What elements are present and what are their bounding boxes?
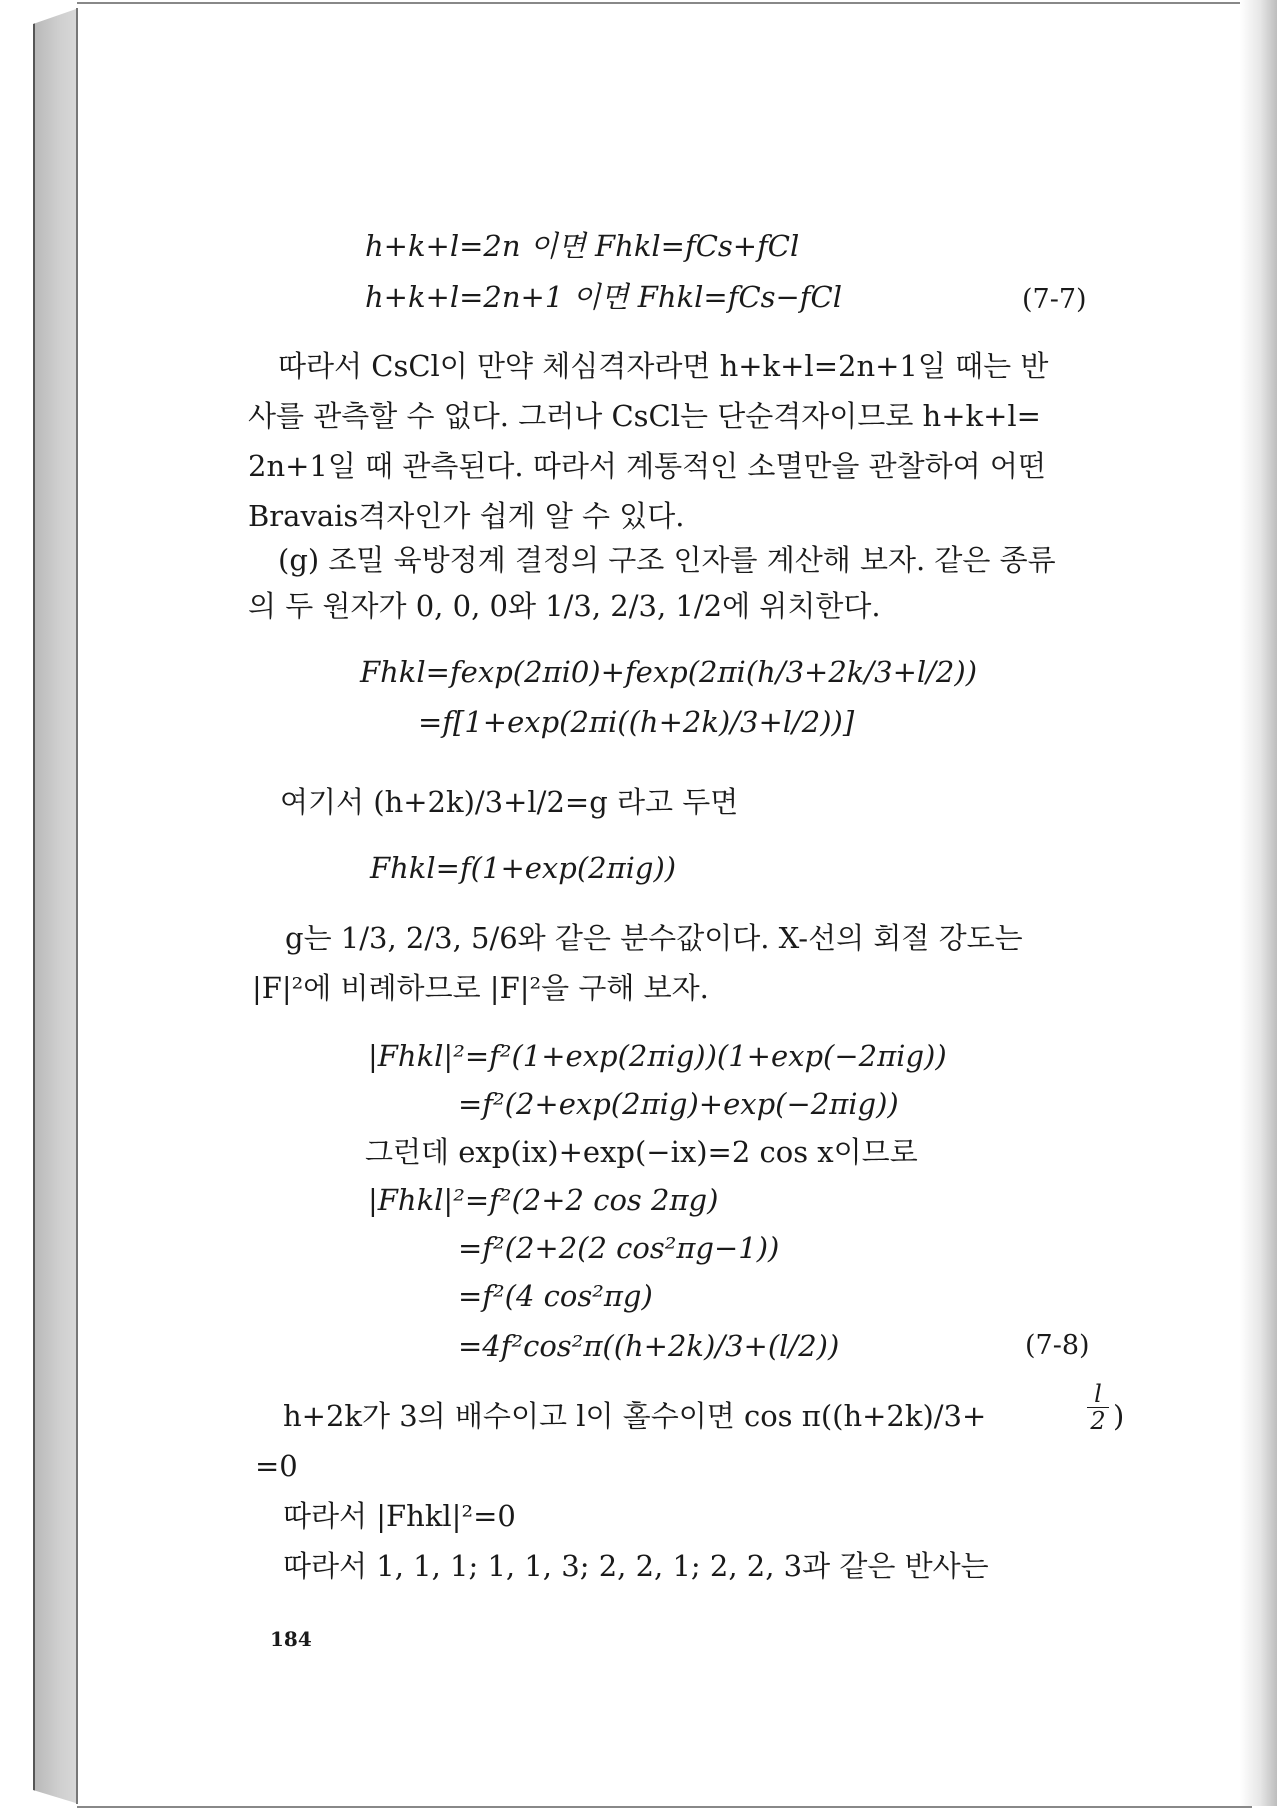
structure-factor-g-equation: Fhkl=f(1+exp(2πig)): [370, 851, 677, 885]
l-over-2-fraction: [1087, 1381, 1109, 1434]
condition-closing-paren: ): [1113, 1399, 1125, 1433]
paragraph3-line1: g는 1/3, 2/3, 5/6와 같은 분수값이다. X-선의 회절 강도는: [285, 921, 1023, 955]
page-number: 184: [270, 1627, 312, 1651]
extinction-condition-line: h+2k가 3의 배수이고 l이 홀수이면 cos π((h+2k)/3+: [283, 1399, 987, 1433]
book-page: [77, 2, 1252, 1808]
equation-odd-condition: h+k+l=2n+1 이면 Fhkl=fCs−fCl: [365, 280, 843, 314]
g-definition-sentence: 여기서 (h+2k)/3+l/2=g 라고 두면: [280, 785, 739, 819]
equation-label-7-7: (7-7): [1022, 284, 1087, 315]
structure-factor-equation-line1: Fhkl=fexp(2πi0)+fexp(2πi(h/3+2k/3+l/2)): [360, 655, 978, 689]
intensity-equation-line2: =f²(2+exp(2πig)+exp(−2πig)): [458, 1087, 899, 1121]
paragraph3-line2: |F|²에 비례하므로 |F|²을 구해 보자.: [252, 971, 709, 1005]
structure-factor-equation-line2: =f[1+exp(2πi((h+2k)/3+l/2))]: [418, 705, 855, 739]
fraction-denominator: 2: [1090, 1407, 1106, 1435]
intensity-equation-line3: |Fhkl|²=f²(2+2 cos 2πg): [368, 1183, 719, 1217]
condition-result: =0: [255, 1449, 298, 1483]
paragraph1-line3: 2n+1일 때 관측된다. 따라서 계통적인 소멸만을 관찰하여 어떤: [248, 449, 1046, 483]
equation-label-7-8: (7-8): [1025, 1330, 1090, 1361]
conclusion-line2: 따라서 1, 1, 1; 1, 1, 3; 2, 2, 1; 2, 2, 3과 같은 반사는: [283, 1549, 989, 1583]
page-left-border: [76, 8, 78, 1804]
fraction-numerator: l: [1087, 1381, 1109, 1408]
page-right-shadow: [1240, 0, 1277, 1806]
paragraph2-line1: (g) 조밀 육방정계 결정의 구조 인자를 계산해 보자. 같은 종류: [278, 543, 1056, 577]
intensity-equation-line6: =4f²cos²π((h+2k)/3+(l/2)): [458, 1329, 840, 1363]
intensity-equation-line4: =f²(2+2(2 cos²πg−1)): [458, 1231, 780, 1265]
paragraph2-line2: 의 두 원자가 0, 0, 0와 1/3, 2/3, 1/2에 위치한다.: [248, 589, 881, 623]
conclusion-line1: 따라서 |Fhkl|²=0: [283, 1499, 516, 1533]
book-spine-edge: [33, 8, 79, 1804]
paragraph1-line1: 따라서 CsCl이 만약 체심격자라면 h+k+l=2n+1일 때는 반: [278, 349, 1049, 383]
euler-identity-sentence: 그런데 exp(ix)+exp(−ix)=2 cos x이므로: [365, 1135, 918, 1169]
equation-even-condition: h+k+l=2n 이면 Fhkl=fCs+fCl: [365, 229, 800, 263]
paragraph1-line2: 사를 관측할 수 없다. 그러나 CsCl는 단순격자이므로 h+k+l=: [248, 399, 1041, 433]
intensity-equation-line1: |Fhkl|²=f²(1+exp(2πig))(1+exp(−2πig)): [368, 1039, 947, 1073]
intensity-equation-line5: =f²(4 cos²πg): [458, 1279, 653, 1313]
paragraph1-line4: Bravais격자인가 쉽게 알 수 있다.: [248, 499, 685, 533]
